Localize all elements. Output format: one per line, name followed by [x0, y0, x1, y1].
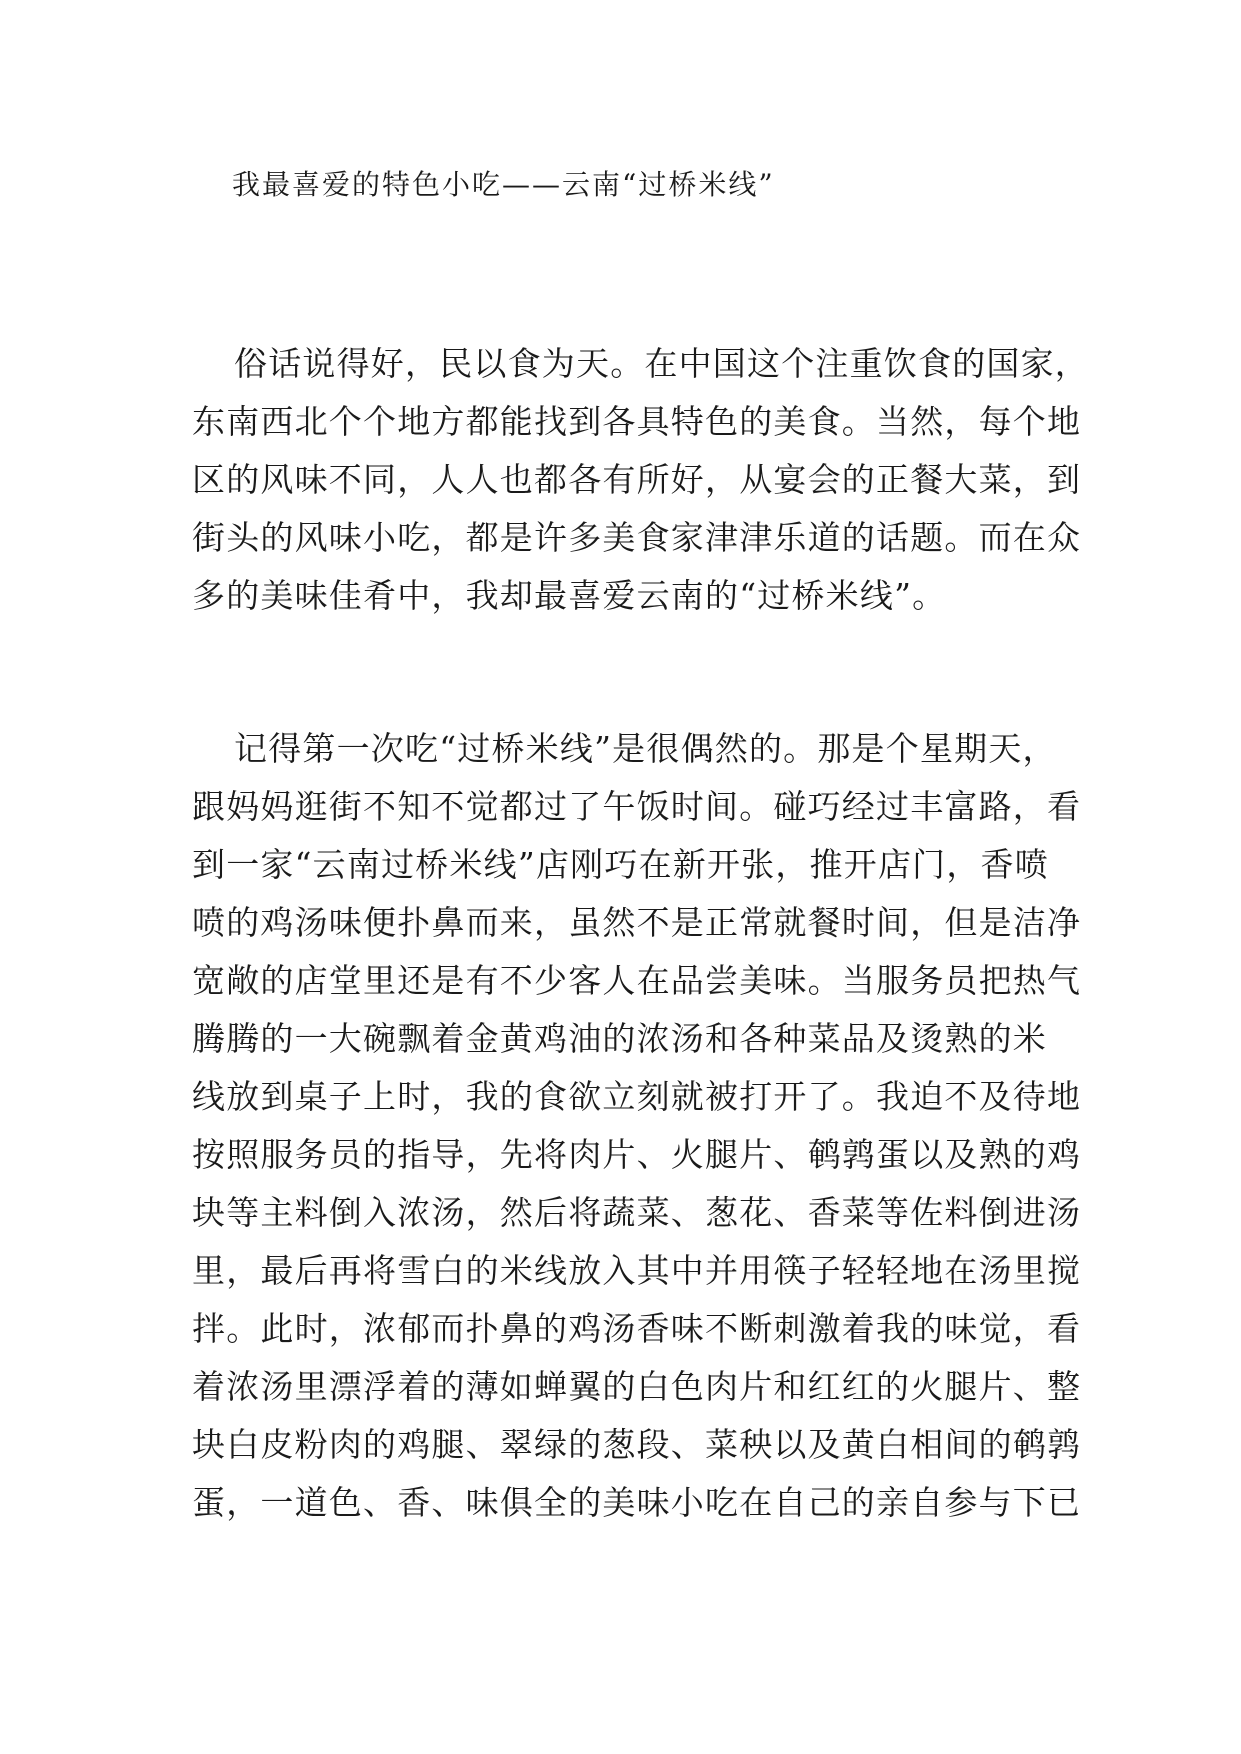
paragraph-line: 线放到桌子上时，我的食欲立刻就被打开了。我迫不及待地 — [192, 1077, 1082, 1116]
document-title: 我最喜爱的特色小吃——云南“过桥米线” — [232, 168, 775, 201]
paragraph-line: 块白皮粉肉的鸡腿、翠绿的葱段、菜秧以及黄白相间的鹌鹑 — [192, 1425, 1082, 1464]
paragraph-line: 按照服务员的指导，先将肉片、火腿片、鹌鹑蛋以及熟的鸡 — [192, 1135, 1082, 1174]
paragraph-line: 喷的鸡汤味便扑鼻而来，虽然不是正常就餐时间，但是洁净 — [192, 903, 1082, 942]
paragraph-line: 东南西北个个地方都能找到各具特色的美食。当然，每个地 — [192, 402, 1082, 441]
paragraph-line: 到一家“云南过桥米线”店刚巧在新开张，推开店门，香喷 — [192, 845, 1049, 884]
paragraph-line: 里，最后再将雪白的米线放入其中并用筷子轻轻地在汤里搅 — [192, 1251, 1082, 1290]
paragraph-line: 蛋，一道色、香、味俱全的美味小吃在自己的亲自参与下已 — [192, 1483, 1082, 1522]
paragraph-line: 俗话说得好，民以食为天。在中国这个注重饮食的国家， — [234, 344, 1089, 383]
paragraph-line: 腾腾的一大碗飘着金黄鸡油的浓汤和各种菜品及烫熟的米 — [192, 1019, 1047, 1058]
paragraph-line: 跟妈妈逛街不知不觉都过了午饭时间。碰巧经过丰富路，看 — [192, 787, 1082, 826]
paragraph-line: 街头的风味小吃，都是许多美食家津津乐道的话题。而在众 — [192, 518, 1082, 557]
paragraph-line: 着浓汤里漂浮着的薄如蝉翼的白色肉片和红红的火腿片、整 — [192, 1367, 1082, 1406]
paragraph-line: 拌。此时，浓郁而扑鼻的鸡汤香味不断刺激着我的味觉，看 — [192, 1309, 1082, 1348]
paragraph-line: 宽敞的店堂里还是有不少客人在品尝美味。当服务员把热气 — [192, 961, 1082, 1000]
paragraph-line: 块等主料倒入浓汤，然后将蔬菜、葱花、香菜等佐料倒进汤 — [192, 1193, 1082, 1232]
paragraph-line: 多的美味佳肴中，我却最喜爱云南的“过桥米线”。 — [192, 576, 947, 615]
paragraph-first-experience — [192, 720, 1082, 1532]
paragraph-line: 区的风味不同，人人也都各有所好，从宴会的正餐大菜，到 — [192, 460, 1082, 499]
paragraph-line: 记得第一次吃“过桥米线”是很偶然的。那是个星期天， — [234, 729, 1057, 768]
paragraph-intro — [192, 335, 1089, 625]
